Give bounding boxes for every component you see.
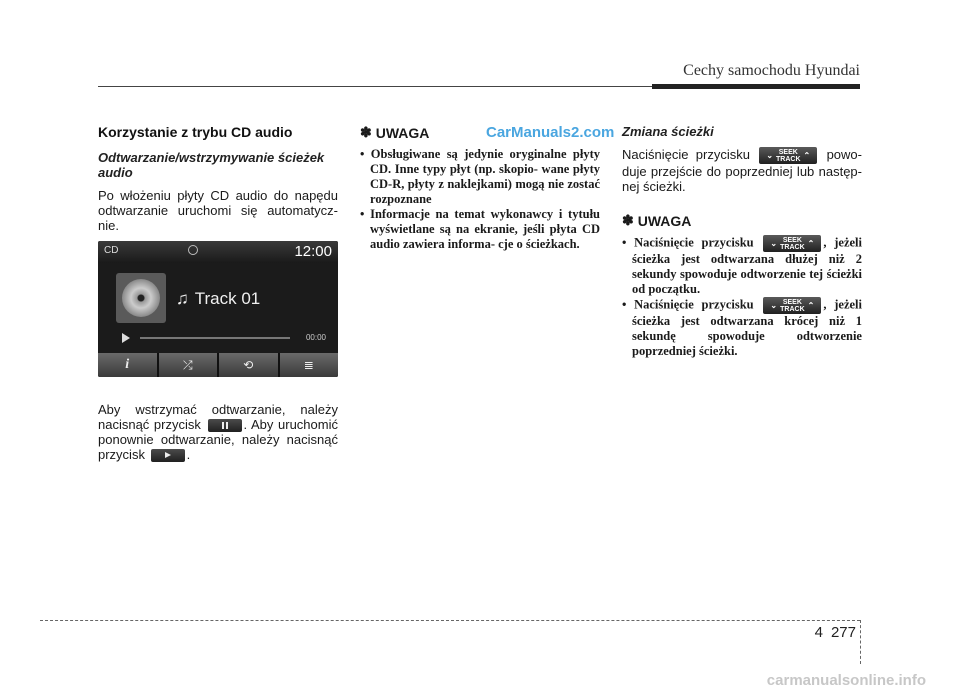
info-button[interactable]: i: [98, 353, 157, 377]
column-1-lower: [98, 402, 338, 462]
play-button-icon: [151, 449, 185, 462]
page-number: [815, 624, 856, 641]
watermark: CarManuals2.com: [486, 124, 615, 141]
play-text-end: .: [186, 447, 191, 463]
list-button[interactable]: ≣: [280, 353, 339, 377]
note-heading: [360, 124, 600, 141]
play-icon: [122, 333, 130, 343]
cd-disc-icon: [122, 279, 160, 317]
cd-audio-screen: [98, 241, 338, 377]
site-watermark: carmanualsonline.info: [766, 672, 926, 689]
header-title: Cechy samochodu Hyundai: [683, 62, 860, 79]
section-heading: Korzystanie z trybu CD audio: [98, 124, 293, 140]
repeat-button[interactable]: ⟲: [219, 353, 278, 377]
note-heading: [622, 212, 862, 229]
shuffle-button[interactable]: ⤮: [159, 353, 218, 377]
note-bullet: • Naciśnięcie przycisku ⌄ SEEK TRACK ⌃ , jeżeli ścieżka jest odtwarzana dłużej niż 2 sekundy spowoduje odtworzenie tej ścieżki od początku.: [622, 235, 862, 297]
track-name: Track 01: [194, 289, 261, 308]
chapter-number: 4: [814, 624, 823, 641]
pause-text: Aby wstrzymać odtwarzanie, należy nacisnąć przycisk: [98, 402, 338, 432]
column-3: [622, 124, 862, 359]
note-star-icon: ✽: [622, 212, 634, 229]
note-bullet: • Naciśnięcie przycisku ⌄ SEEK TRACK ⌃ , jeżeli ścieżka jest odtwarzana krócej niż 1 sekundę spowoduje odtworzenie poprzedniej ścieżki.: [622, 297, 862, 359]
note-bullet: • Obsługiwane są jedynie oryginalne płyty CD. Inne typy płyt (np. skopio- wane płyty CD-R, płyty z naklejkami) mogą nie zostać rozpoznane: [360, 147, 600, 206]
album-art: [116, 273, 166, 323]
screen-status-bar: [98, 241, 338, 263]
elapsed-time: 00:00: [305, 333, 326, 342]
seek-text: Naciśnięcie przycisku: [622, 147, 750, 162]
note-title: UWAGA: [637, 212, 692, 229]
note-bullet: • Informacje na temat wykonawcy i tytułu wyświetlane są na ekranie, jeśli płyta CD audio zawiera informa- cje o ścieżkach.: [360, 207, 600, 251]
note-title: UWAGA: [375, 124, 430, 141]
subsection-heading: Odtwarzanie/wstrzymywanie ścieżek audio: [98, 150, 325, 180]
play-text: . Aby uruchomić ponownie odtwarzanie, należy nacisnąć przycisk: [98, 417, 338, 463]
seek-text-end: powo- duje przejście do poprzedniej lub następ- nej ścieżki.: [622, 147, 862, 195]
seek-track-button-icon: ⌄ SEEK TRACK ⌃: [763, 297, 821, 314]
note-star-icon: ✽: [360, 124, 372, 140]
header-rule-accent: [652, 84, 860, 89]
footer-rule: [40, 620, 860, 621]
seek-track-button-icon: ⌄ SEEK TRACK ⌃: [759, 147, 817, 164]
seek-track-button-icon: ⌄ SEEK TRACK ⌃: [763, 235, 821, 252]
paragraph-pause-play: [98, 402, 338, 462]
footer-rule-vertical: [860, 620, 861, 664]
clock: 12:00: [294, 243, 332, 260]
music-note-icon: ♫: [176, 289, 189, 308]
disc-status-icon: [188, 245, 198, 255]
page-number-value: 277: [830, 624, 856, 641]
source-label: CD: [104, 245, 119, 256]
track-title: [176, 289, 260, 309]
pause-button-icon: [208, 419, 242, 432]
screen-button-bar: [98, 353, 338, 377]
column-2: [360, 124, 600, 252]
paragraph-seek: [622, 147, 862, 194]
column-1: [98, 124, 338, 233]
subsection-heading-track-change: Zmiana ścieżki: [622, 124, 714, 139]
progress-bar: [140, 337, 290, 339]
paragraph-autoplay: Po włożeniu płyty CD audio do napędu odtwarzanie uruchomi się automatycz- nie.: [98, 188, 338, 233]
